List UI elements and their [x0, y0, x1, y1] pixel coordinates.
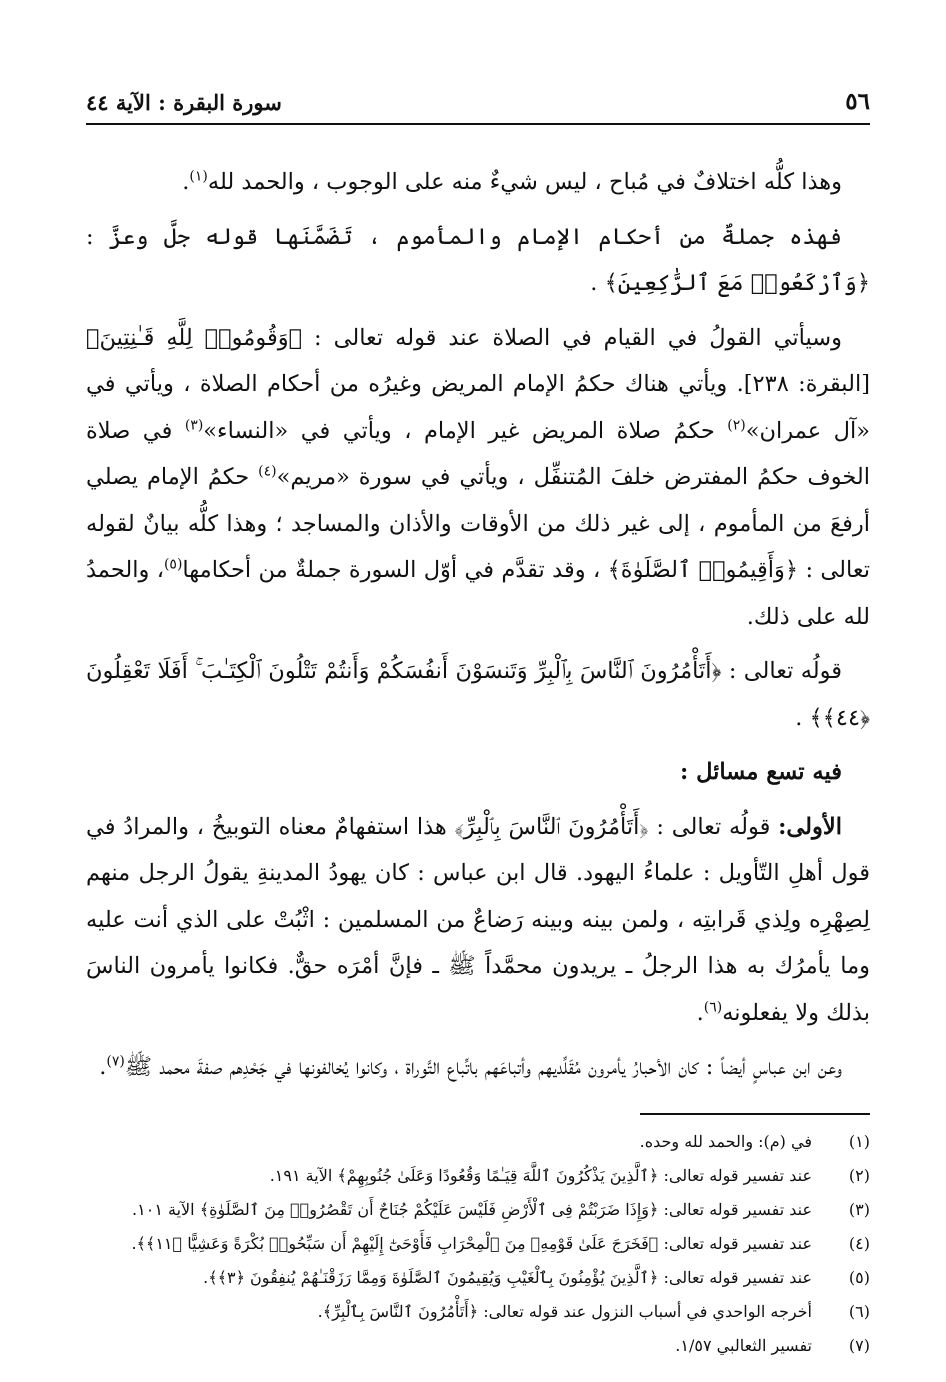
paragraph-text: حكمُ صلاة المريض غير الإمام ، ويأتي في «النساء» [203, 417, 728, 444]
footnote-text: عند تفسير قوله تعالى: ﴿فَخَرَجَ عَلَىٰ قَوْمِهِۦ مِنَ ٱلْمِحْرَابِ فَأَوْحَىٰٓ إِلَيْهِمْ أَن سَبِّحُوا۟ بُكْرَةً وَعَشِيًّا ﴿١١﴾﴾. [131, 1233, 812, 1253]
footnote [86, 1261, 870, 1295]
footnote [86, 1125, 870, 1159]
footnote-marker: (٥) [163, 556, 183, 573]
footnote-number: (٧) [848, 1335, 870, 1355]
footnote-number: (٤) [848, 1233, 870, 1253]
verse-paragraph: قولُه تعالى : ﴿أَتَأْمُرُونَ ٱلنَّاسَ بِٱلْبِرِّ وَتَنسَوْنَ أَنفُسَكُمْ وَأَنتُمْ تَتْلُونَ ٱلْكِتَـٰبَ ۚ أَفَلَا تَعْقِلُونَ ﴿٤٤﴾﴾ . [86, 658, 870, 731]
footnote-marker: (٣) [184, 417, 204, 433]
paragraph-text: وهذا كلُّه اختلافٌ في مُباح ، ليس شيءٌ منه على الوجوب ، والحمد لله [207, 169, 842, 195]
footnote-marker: (٤) [258, 463, 277, 480]
footnote-text: عند تفسير قوله تعالى: ﴿وَإِذَا ضَرَبْتُمْ فِى ٱلْأَرْضِ فَلَيْسَ عَلَيْكُمْ جُنَاحٌ أَن تَقْصُرُوا۟ مِنَ ٱلصَّلَوٰةِ﴾ الآية ١٠١. [132, 1199, 812, 1219]
issues-heading: فيه تسع مسائل : [679, 759, 842, 785]
footnote-text: عند تفسير قوله تعالى: ﴿ٱلَّذِينَ يُؤْمِنُونَ بِٱلْغَيْبِ وَيُقِيمُونَ ٱلصَّلَوٰةَ وَمِمَّا رَزَقْنَـٰهُمْ يُنفِقُونَ ﴿٣﴾﴾. [203, 1267, 812, 1287]
paragraph: الأولى: قولُه تعالى : ﴿أَتَأْمُرُونَ ٱلنَّاسَ بِٱلْبِرِّ﴾ هذا استفهامٌ معناه التوبيخُ ، والمرادُ في قول أهلِ التّأويل : علماءُ اليهود. قال ابن عباس : كان يهودُ المدينةِ يقولُ الرجل منهم لِصِهْرِه ولِذي قَرابتِه ، ولمن بينه وبينه رَضاعٌ من المسلمين : اثْبُتْ على الذي أنت عليه وما يأمرُك به هذا الرجلُ ـ يريدون محمَّداً ﷺ ـ فإنَّ أمْرَه حقٌّ. فكانوا يأمرون الناسَ بذلك ولا يفعلونه$^{(٦)}$. [86, 813, 870, 1026]
paragraph-text: وسيأتي القولُ في القيام في الصلاة عند قوله تعالى : ﴿وَقُومُوا۟ لِلَّهِ قَـٰنِتِينَ﴾ [البقرة: ٢٣٨]. ويأتي هناك حكمُ الإمام المريض وغيرُه من أحكام الصلاة ، ويأتي في «آل عمران» [86, 324, 870, 444]
paragraph-text: حكمُ الإمام يصلي أرفعَ من المأموم ، إلى غير ذلك من الأوقات والأذان والمساجد ؛ وهذا كلُّه بيانٌ لقوله تعالى : ﴿وَأَقِيمُوا۟ ٱلصَّلَوٰةَ﴾ ، وقد تقدَّم في أوّل السورة جملةٌ من أحكامها [86, 464, 870, 583]
paragraph-text: ، والحمدُ لله على ذلك. [86, 557, 870, 630]
footnote-number: (٣) [848, 1199, 870, 1219]
footnote-marker: (١) [189, 168, 208, 185]
book-page [86, 88, 870, 1363]
footnotes [86, 1125, 870, 1363]
paragraph: وعن ابن عباسٍ أيضاً : كان الأحبارُ يأمرون مُقَلِّديهم وأتباعَهم باتِّباع التَّوراة ، وكانوا يُخالفونها في جَحْدِهم صفةَ محمد ﷺ$^{(٧)}$. [99, 1053, 842, 1080]
footnote-marker: (٦) [703, 999, 723, 1015]
paragraph: وهذا كلُّه اختلافٌ في مُباح ، ليس شيءٌ منه على الوجوب ، والحمد لله$^{(١)}$. [182, 168, 842, 195]
paragraph-text: وعن ابن عباسٍ أيضاً : كان الأحبارُ يأمرون مُقَلِّديهم وأتباعَهم باتِّباع التَّوراة ، وكانوا يُخالفونها في جَحْدِهم صفةَ محمد ﷺ [124, 1054, 842, 1080]
footnote-divider [640, 1113, 870, 1115]
footnote [86, 1227, 870, 1261]
footnote-text: في (م): والحمد لله وحده. [639, 1131, 812, 1151]
running-header [86, 88, 870, 125]
running-title: سورة البقرة : الآية ٤٤ [86, 90, 282, 115]
issue-label: الأولى: [778, 813, 842, 840]
footnote [86, 1329, 870, 1363]
paragraph [86, 315, 870, 641]
paragraph-text: في صلاة الخوف حكمُ المفترض خلفَ المُتنفِّل ، ويأتي في سورة «مريم» [86, 417, 870, 490]
footnote-number: (٦) [848, 1301, 870, 1321]
page-number: ٥٦ [845, 88, 870, 115]
footnote [86, 1193, 870, 1227]
footnote-text: أخرجه الواحدي في أسباب النزول عند قوله تعالى: ﴿أَتَأْمُرُونَ ٱلنَّاسَ بِٱلْبِرِّ﴾. [317, 1301, 812, 1321]
paragraph-text: قولُه تعالى : ﴿أَتَأْمُرُونَ ٱلنَّاسَ بِٱلْبِرِّ﴾ هذا استفهامٌ معناه التوبيخُ ، والمرادُ في قول أهلِ التّأويل : علماءُ اليهود. قال ابن عباس : كان يهودُ المدينةِ يقولُ الرجل منهم لِصِهْرِه ولِذي قَرابتِه ، ولمن بينه وبينه رَضاعٌ من المسلمين : اثْبُتْ على الذي أنت عليه وما يأمرُك به هذا الرجلُ ـ يريدون محمَّداً ﷺ ـ فإنَّ أمْرَه حقٌّ. فكانوا يأمرون الناسَ بذلك ولا يفعلونه [86, 813, 870, 1026]
paragraph: فهذه جملةٌ من أحكام الإمام والمأموم ، تَضَمَّنَها قوله جلَّ وعزَّ : ﴿وَٱرْكَعُوا۟ مَعَ ٱلرَّٰكِعِينَ﴾ . [86, 223, 870, 296]
footnote-text: تفسير الثعالبي ١/٥٧. [675, 1335, 812, 1355]
footnote-marker: (٧) [106, 1053, 125, 1070]
footnote-marker: (٢) [727, 417, 746, 433]
footnote-text: عند تفسير قوله تعالى: ﴿ٱلَّذِينَ يَذْكُرُونَ ٱللَّهَ قِيَـٰمًا وَقُعُودًا وَعَلَىٰ جُنُوبِهِمْ﴾ الآية ١٩١. [269, 1165, 812, 1185]
footnote [86, 1159, 870, 1193]
main-text [86, 159, 870, 1091]
footnote-number: (٢) [848, 1165, 870, 1185]
footnote-number: (٥) [848, 1267, 870, 1287]
footnote [86, 1295, 870, 1329]
footnote-number: (١) [848, 1131, 870, 1151]
